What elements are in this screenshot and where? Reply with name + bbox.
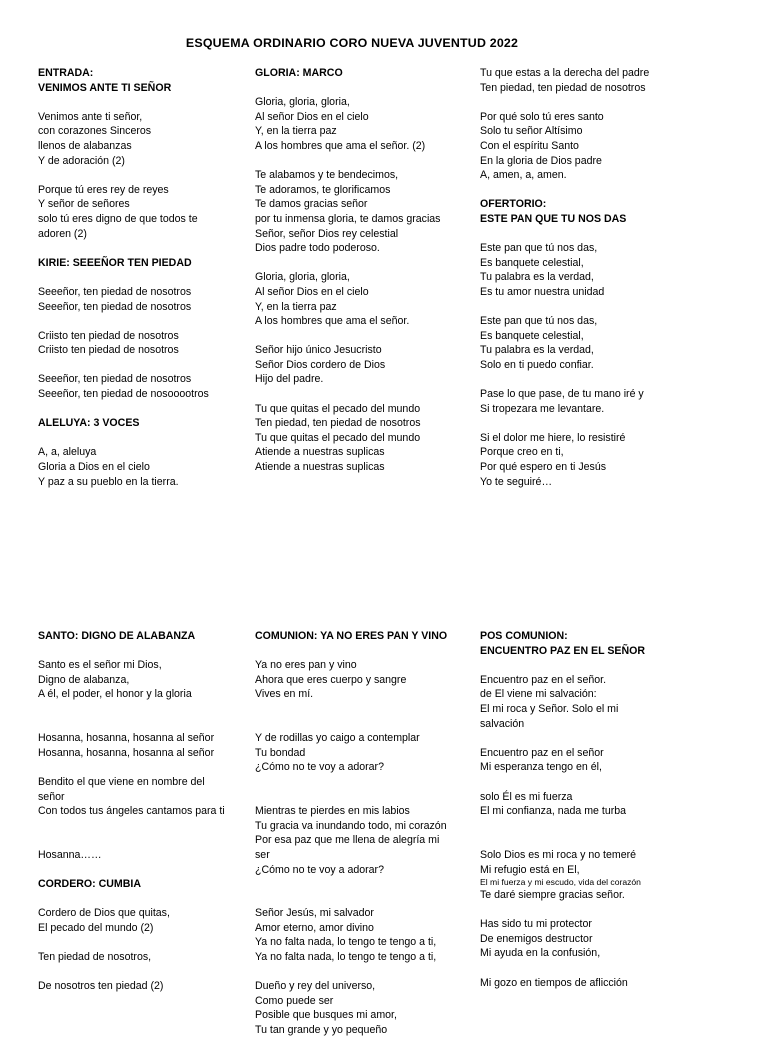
- top-column-3: [480, 66, 692, 489]
- lyric-line: solo tú eres digno de que todos te: [38, 212, 198, 225]
- lyric-line: Ya no falta nada, lo tengo te tengo a ti,: [255, 951, 437, 964]
- lyric-line: Y paz a su pueblo en la tierra.: [38, 475, 179, 488]
- bottom-column-1: [38, 629, 250, 994]
- lyric-line: En la gloria de Dios padre: [480, 154, 602, 167]
- lyric-line: Con el espíritu Santo: [480, 139, 579, 152]
- lyric-line: Señor, señor Dios rey celestial: [255, 227, 399, 240]
- section-heading: OFERTORIO:: [480, 198, 547, 211]
- lyric-line: Tu palabra es la verdad,: [480, 271, 594, 284]
- lyric-line: Seeeñor, ten piedad de nosotros: [38, 285, 192, 298]
- lyric-line: Solo en ti puedo confiar.: [480, 358, 594, 371]
- spacer: [38, 241, 250, 256]
- lyric-line: Mi ayuda en la confusión,: [480, 947, 601, 960]
- spacer: [255, 387, 475, 402]
- lyric-line: Criisto ten piedad de nosotros: [38, 344, 179, 357]
- spacer: [255, 877, 470, 892]
- section-heading: ENCUENTRO PAZ EN EL SEÑOR: [480, 644, 646, 657]
- lyric-line: Seeeñor, ten piedad de nosotros: [38, 300, 192, 313]
- lyric-line: ¿Cómo no te voy a adorar?: [255, 761, 384, 774]
- spacer: [480, 95, 692, 110]
- lyric-line: A los hombres que ama el señor. (2): [255, 139, 426, 152]
- lyric-line: salvación: [480, 717, 525, 730]
- spacer: [38, 402, 250, 417]
- lyric-line: Vives en mí.: [255, 688, 314, 701]
- lyric-line: El mi confianza, nada me turba: [480, 805, 627, 818]
- spacer: [38, 819, 250, 834]
- lyric-line: Ten piedad, ten piedad de nosotros: [480, 81, 646, 94]
- spacer: [255, 702, 470, 717]
- lyric-line: Te alabamos y te bendecimos,: [255, 169, 399, 182]
- lyric-line: Tu que quitas el pecado del mundo: [255, 431, 421, 444]
- lyric-line: A los hombres que ama el señor.: [255, 315, 410, 328]
- spacer: [38, 270, 250, 285]
- lyric-line: Y señor de señores: [38, 198, 130, 211]
- lyric-line: ser: [255, 848, 270, 861]
- spacer: [38, 717, 250, 732]
- section-heading: ESTE PAN QUE TU NOS DAS: [480, 212, 627, 225]
- lyric-line: Hosanna……: [38, 848, 102, 861]
- lyric-line: Has sido tu mi protector: [480, 918, 592, 931]
- lyric-line: El mi roca y Señor. Solo el mi: [480, 702, 619, 715]
- spacer: [255, 81, 475, 96]
- lyric-line: Yo te seguiré…: [480, 475, 553, 488]
- lyric-line: Por qué solo tú eres santo: [480, 110, 604, 123]
- lyric-line: El pecado del mundo (2): [38, 921, 154, 934]
- section-heading: VENIMOS ANTE TI SEÑOR: [38, 81, 172, 94]
- lyric-line: El mi fuerza y mi escudo, vida del corazón: [480, 877, 641, 888]
- lyric-line: De enemigos destructor: [480, 932, 593, 945]
- lyric-line: Te adoramos, te glorificamos: [255, 183, 391, 196]
- lyric-line: Porque creo en ti,: [480, 446, 564, 459]
- section-heading: KIRIE: SEEEÑOR TEN PIEDAD: [38, 256, 192, 269]
- lyric-line: Y de adoración (2): [38, 154, 125, 167]
- lyric-line: Tu que quitas el pecado del mundo: [255, 402, 421, 415]
- spacer: [480, 300, 692, 315]
- lyric-line: Atiende a nuestras suplicas: [255, 446, 385, 459]
- lyric-line: Si tropezara me levantare.: [480, 402, 605, 415]
- lyric-line: Seeeñor, ten piedad de nosotros: [38, 373, 192, 386]
- lyric-line: Ya no falta nada, lo tengo te tengo a ti,: [255, 936, 437, 949]
- spacer: [38, 833, 250, 848]
- lyric-line: A, amen, a, amen.: [480, 169, 567, 182]
- lyric-line: Si el dolor me hiere, lo resistiré: [480, 431, 626, 444]
- spacer: [480, 819, 692, 834]
- section-heading: CORDERO: CUMBIA: [38, 878, 141, 891]
- lyric-line: Es tu amor nuestra unidad: [480, 285, 605, 298]
- lyric-line: con corazones Sinceros: [38, 125, 152, 138]
- lyric-line: Pase lo que pase, de tu mano iré y: [480, 388, 644, 401]
- document-title: ESQUEMA ORDINARIO CORO NUEVA JUVENTUD 2022: [185, 36, 519, 50]
- section-heading: ALELUYA: 3 VOCES: [38, 417, 140, 430]
- lyric-line: Con todos tus ángeles cantamos para ti: [38, 805, 225, 818]
- lyric-line: Posible que busques mi amor,: [255, 1009, 397, 1022]
- lyric-line: Bendito el que viene en nombre del: [38, 775, 205, 788]
- lyric-line: Es banquete celestial,: [480, 256, 584, 269]
- lyric-line: Encuentro paz en el señor: [480, 746, 604, 759]
- lyric-line: Hosanna, hosanna, hosanna al señor: [38, 746, 215, 759]
- spacer: [480, 658, 692, 673]
- spacer: [480, 775, 692, 790]
- lyric-line: A él, el poder, el honor y la gloria: [38, 688, 192, 701]
- spacer: [255, 717, 470, 732]
- spacer: [480, 833, 692, 848]
- bottom-column-2: [255, 629, 470, 1038]
- lyric-line: De nosotros ten piedad (2): [38, 980, 164, 993]
- spacer: [255, 892, 470, 907]
- lyric-line: Tu que estas a la derecha del padre: [480, 67, 650, 79]
- lyric-line: Por qué espero en ti Jesús: [480, 461, 607, 474]
- lyric-line: Tu gracia va inundando todo, mi corazón: [255, 819, 447, 832]
- spacer: [38, 644, 250, 659]
- lyric-line: Te damos gracias señor: [255, 198, 368, 211]
- lyric-line: solo Él es mi fuerza: [480, 790, 573, 803]
- spacer: [38, 965, 250, 980]
- lyric-line: Te daré siempre gracias señor.: [480, 889, 625, 902]
- lyric-line: Dueño y rey del universo,: [255, 980, 376, 993]
- lyric-line: ¿Cómo no te voy a adorar?: [255, 863, 384, 876]
- lyric-line: Y, en la tierra paz: [255, 125, 337, 138]
- spacer: [255, 256, 475, 271]
- lyric-line: Digno de alabanza,: [38, 673, 130, 686]
- lyric-line: llenos de alabanzas: [38, 139, 132, 152]
- spacer: [255, 965, 470, 980]
- spacer: [480, 731, 692, 746]
- spacer: [38, 314, 250, 329]
- spacer: [480, 961, 692, 976]
- spacer: [38, 935, 250, 950]
- lyric-line: A, a, aleluya: [38, 446, 97, 459]
- spacer: [255, 775, 470, 790]
- lyric-line: Ya no eres pan y vino: [255, 659, 357, 672]
- spacer: [38, 431, 250, 446]
- lyric-line: Y, en la tierra paz: [255, 300, 337, 313]
- lyric-line: Solo Dios es mi roca y no temeré: [480, 848, 637, 861]
- spacer: [38, 760, 250, 775]
- lyric-line: Atiende a nuestras suplicas: [255, 461, 385, 474]
- lyric-line: Gloria, gloria, gloria,: [255, 271, 350, 284]
- lyric-line: Mi esperanza tengo en él,: [480, 761, 602, 774]
- spacer: [38, 168, 250, 183]
- lyric-line: Por esa paz que me llena de alegría mi: [255, 834, 440, 847]
- spacer: [480, 903, 692, 918]
- spacer: [480, 416, 692, 431]
- lyric-line: Señor hijo único Jesucristo: [255, 344, 382, 357]
- section-heading: ENTRADA:: [38, 67, 94, 79]
- lyric-line: Mi refugio está en El,: [480, 863, 580, 876]
- lyric-line: Venimos ante ti señor,: [38, 110, 143, 123]
- spacer: [255, 154, 475, 169]
- lyric-line: Cordero de Dios que quitas,: [38, 907, 170, 920]
- lyric-line: Dios padre todo poderoso.: [255, 242, 380, 255]
- lyric-line: Gloria, gloria, gloria,: [255, 96, 350, 109]
- spacer: [480, 372, 692, 387]
- lyric-line: Mientras te pierdes en mis labios: [255, 805, 410, 818]
- lyric-line: Al señor Dios en el cielo: [255, 285, 369, 298]
- section-heading: COMUNION: YA NO ERES PAN Y VINO: [255, 630, 448, 642]
- spacer: [480, 227, 692, 242]
- section-heading: GLORIA: MARCO: [255, 67, 343, 79]
- top-column-1: [38, 66, 250, 489]
- lyric-line: Ahora que eres cuerpo y sangre: [255, 673, 407, 686]
- spacer: [255, 790, 470, 805]
- lyric-line: señor: [38, 790, 65, 803]
- lyric-line: por tu inmensa gloria, te damos gracias: [255, 212, 441, 225]
- lyric-line: Santo es el señor mi Dios,: [38, 659, 162, 672]
- lyric-line: Hijo del padre.: [255, 373, 324, 386]
- lyric-line: Encuentro paz en el señor.: [480, 673, 607, 686]
- lyric-line: Criisto ten piedad de nosotros: [38, 329, 179, 342]
- lyric-line: adoren (2): [38, 227, 87, 240]
- lyric-line: de El viene mi salvación:: [480, 688, 597, 701]
- lyric-line: Es banquete celestial,: [480, 329, 584, 342]
- lyric-line: Señor Jesús, mi salvador: [255, 907, 374, 920]
- lyric-line: Ten piedad de nosotros,: [38, 951, 152, 964]
- lyric-line: Tu bondad: [255, 746, 306, 759]
- spacer: [38, 892, 250, 907]
- lyric-line: Tu tan grande y yo pequeño: [255, 1024, 388, 1037]
- section-heading: POS COMUNION:: [480, 630, 568, 642]
- lyric-line: Porque tú eres rey de reyes: [38, 183, 169, 196]
- bottom-column-3: [480, 629, 692, 990]
- lyric-line: Señor Dios cordero de Dios: [255, 358, 386, 371]
- section-heading: SANTO: DIGNO DE ALABANZA: [38, 630, 196, 642]
- top-column-2: [255, 66, 475, 475]
- spacer: [480, 183, 692, 198]
- lyric-line: Amor eterno, amor divino: [255, 921, 374, 934]
- lyric-line: Este pan que tú nos das,: [480, 242, 598, 255]
- spacer: [38, 702, 250, 717]
- spacer: [38, 863, 250, 878]
- lyric-line: Y de rodillas yo caigo a contemplar: [255, 732, 420, 745]
- lyric-line: Gloria a Dios en el cielo: [38, 461, 150, 474]
- lyric-line: Solo tu señor Altísimo: [480, 125, 583, 138]
- lyric-line: Hosanna, hosanna, hosanna al señor: [38, 732, 215, 745]
- lyric-line: Ten piedad, ten piedad de nosotros: [255, 417, 421, 430]
- lyric-line: Al señor Dios en el cielo: [255, 110, 369, 123]
- spacer: [38, 358, 250, 373]
- lyric-line: Seeeñor, ten piedad de nosooootros: [38, 388, 209, 401]
- lyric-line: Como puede ser: [255, 994, 334, 1007]
- spacer: [38, 95, 250, 110]
- spacer: [255, 644, 470, 659]
- lyric-line: Mi gozo en tiempos de aflicción: [480, 976, 628, 989]
- spacer: [255, 329, 475, 344]
- lyric-line: Tu palabra es la verdad,: [480, 344, 594, 357]
- lyric-line: Este pan que tú nos das,: [480, 315, 598, 328]
